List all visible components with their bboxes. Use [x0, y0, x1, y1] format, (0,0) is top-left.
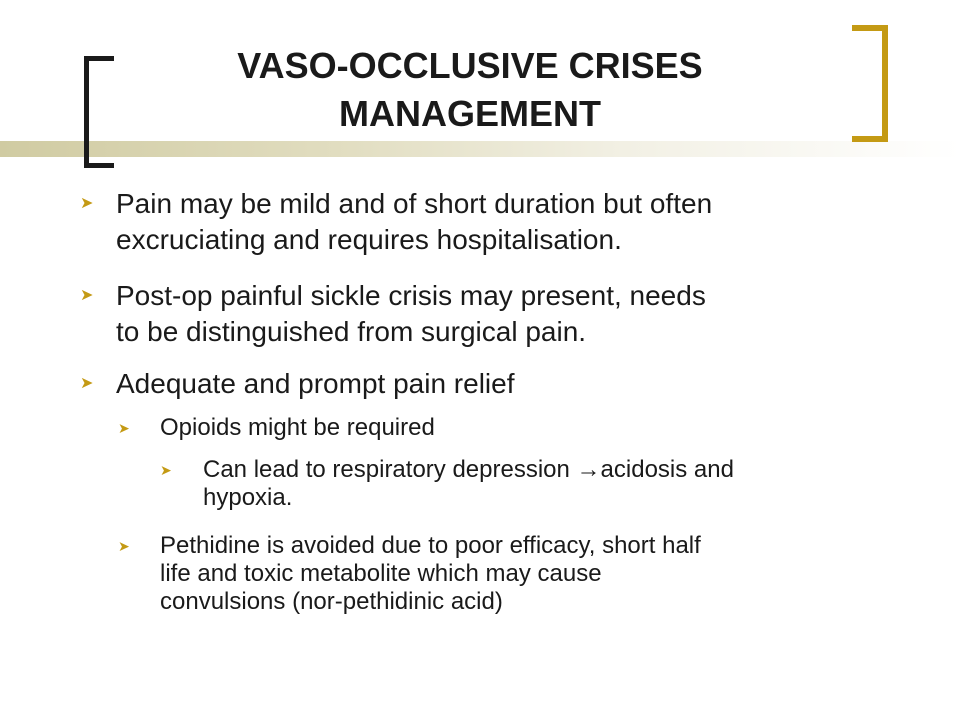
title-line-2: MANAGEMENT	[339, 93, 601, 134]
right-arrow-icon: →	[576, 456, 601, 483]
bullet-text-2	[116, 278, 936, 350]
arrow-bullet-icon: ➤	[80, 195, 94, 212]
bullet-2-line-1: Post-op painful sickle crisis may present, needs	[116, 280, 706, 311]
arrow-bullet-icon: ➤	[160, 462, 172, 478]
sub-bullet-2-line-2: life and toxic metabolite which may cause	[160, 560, 602, 587]
right-bracket-decoration	[852, 25, 888, 142]
sub-bullet-2-line-1: Pethidine is avoided due to poor efficacy, short half	[160, 532, 701, 559]
arrow-bullet-icon: ➤	[118, 538, 130, 554]
bullet-text-1	[116, 186, 936, 258]
sub-sub-bullet-line-2: hypoxia.	[203, 484, 293, 511]
left-bracket-decoration	[84, 56, 114, 168]
bullet-3-line-1: Adequate and prompt pain relief	[116, 368, 515, 399]
sub-bullet-1-line-1: Opioids might be required	[160, 414, 435, 441]
bullet-1-line-2: excruciating and requires hospitalisation.	[116, 224, 622, 255]
sub-sub-bullet-line-1	[203, 456, 943, 484]
arrow-bullet-icon: ➤	[80, 375, 94, 392]
sub-bullet-text-2	[160, 532, 940, 616]
header-gradient-bar	[0, 141, 960, 157]
sub-bullet-2-line-3: convulsions (nor-pethidinic acid)	[160, 588, 503, 615]
sub-sub-line-1-after: acidosis and	[600, 456, 734, 483]
sub-sub-bullet-text	[203, 456, 943, 512]
bullet-text-3	[116, 366, 936, 402]
slide-title	[150, 42, 790, 138]
bullet-2-line-2: to be distinguished from surgical pain.	[116, 316, 587, 347]
sub-sub-line-1-before: Can lead to respiratory depression	[203, 456, 577, 483]
arrow-bullet-icon: ➤	[80, 287, 94, 304]
sub-bullet-text-1	[160, 414, 940, 442]
title-line-1: VASO-OCCLUSIVE CRISES	[237, 45, 703, 86]
arrow-bullet-icon: ➤	[118, 420, 130, 436]
bullet-1-line-1: Pain may be mild and of short duration but often	[116, 188, 713, 219]
